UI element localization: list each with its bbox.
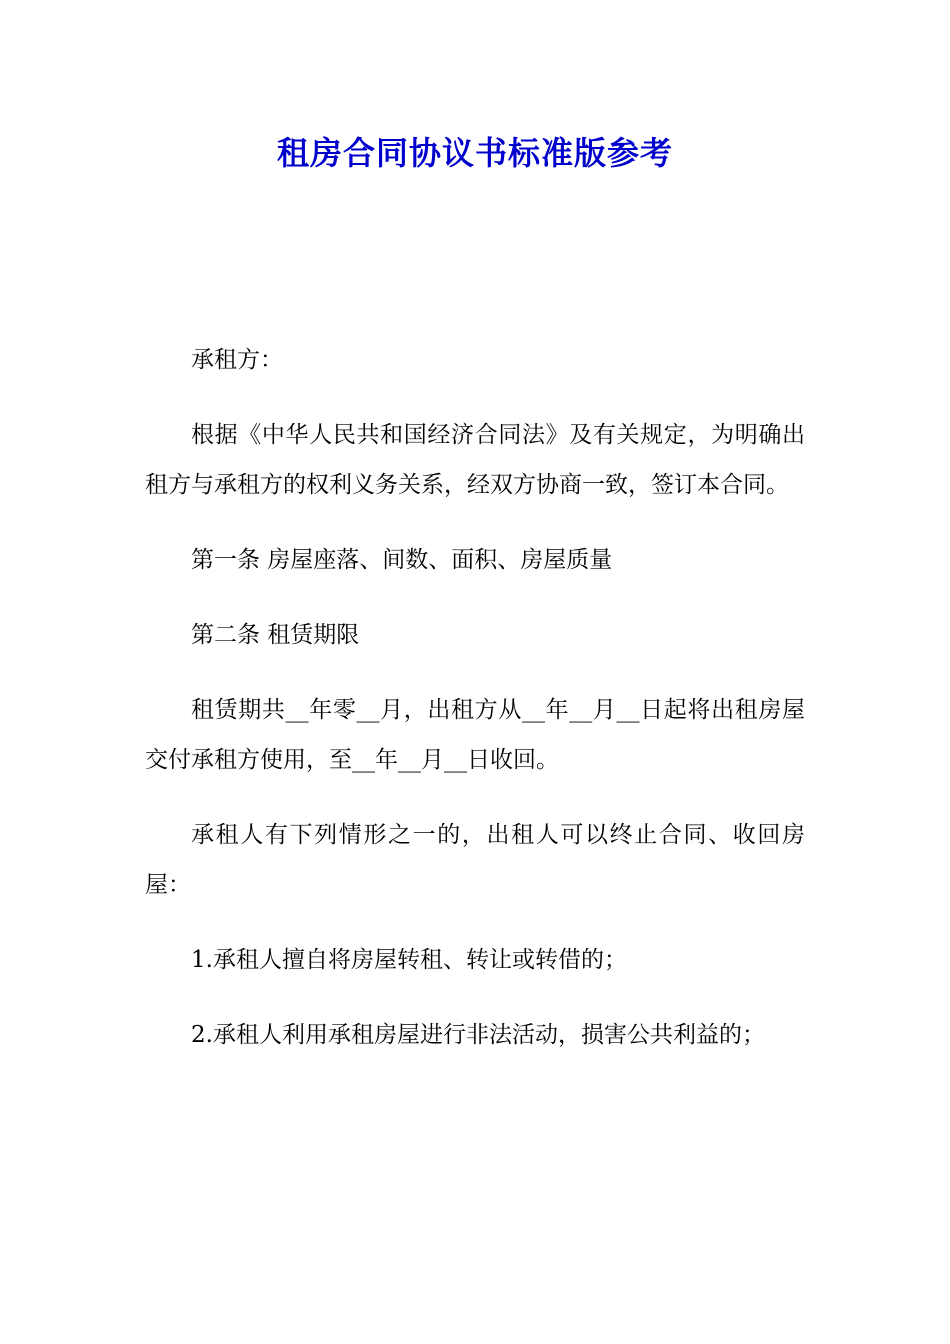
paragraph-lease-term: 租赁期共__年零__月，出租方从__年__月__日起将出租房屋交付承租方使用，至__年__月__日收回。 [145, 697, 805, 773]
paragraph-item-1: 1.承租人擅自将房屋转租、转让或转借的； [191, 947, 627, 973]
paragraph-intro: 根据《中华人民共和国经济合同法》及有关规定，为明确出租方与承租方的权利义务关系，经双方协商一致，签订本合同。 [145, 422, 805, 498]
paragraph-article-1: 第一条 房屋座落、间数、面积、房屋质量 [191, 547, 613, 573]
document-title: 租房合同协议书标准版参考 [276, 134, 673, 172]
paragraph-termination: 承租人有下列情形之一的，出租人可以终止合同、收回房屋： [145, 822, 805, 898]
paragraph-item-2: 2.承租人利用承租房屋进行非法活动，损害公共利益的； [191, 1022, 765, 1048]
paragraph-lessee: 承租方： [191, 347, 283, 373]
paragraph-article-2: 第二条 租赁期限 [191, 622, 360, 648]
document-body [145, 335, 805, 1085]
